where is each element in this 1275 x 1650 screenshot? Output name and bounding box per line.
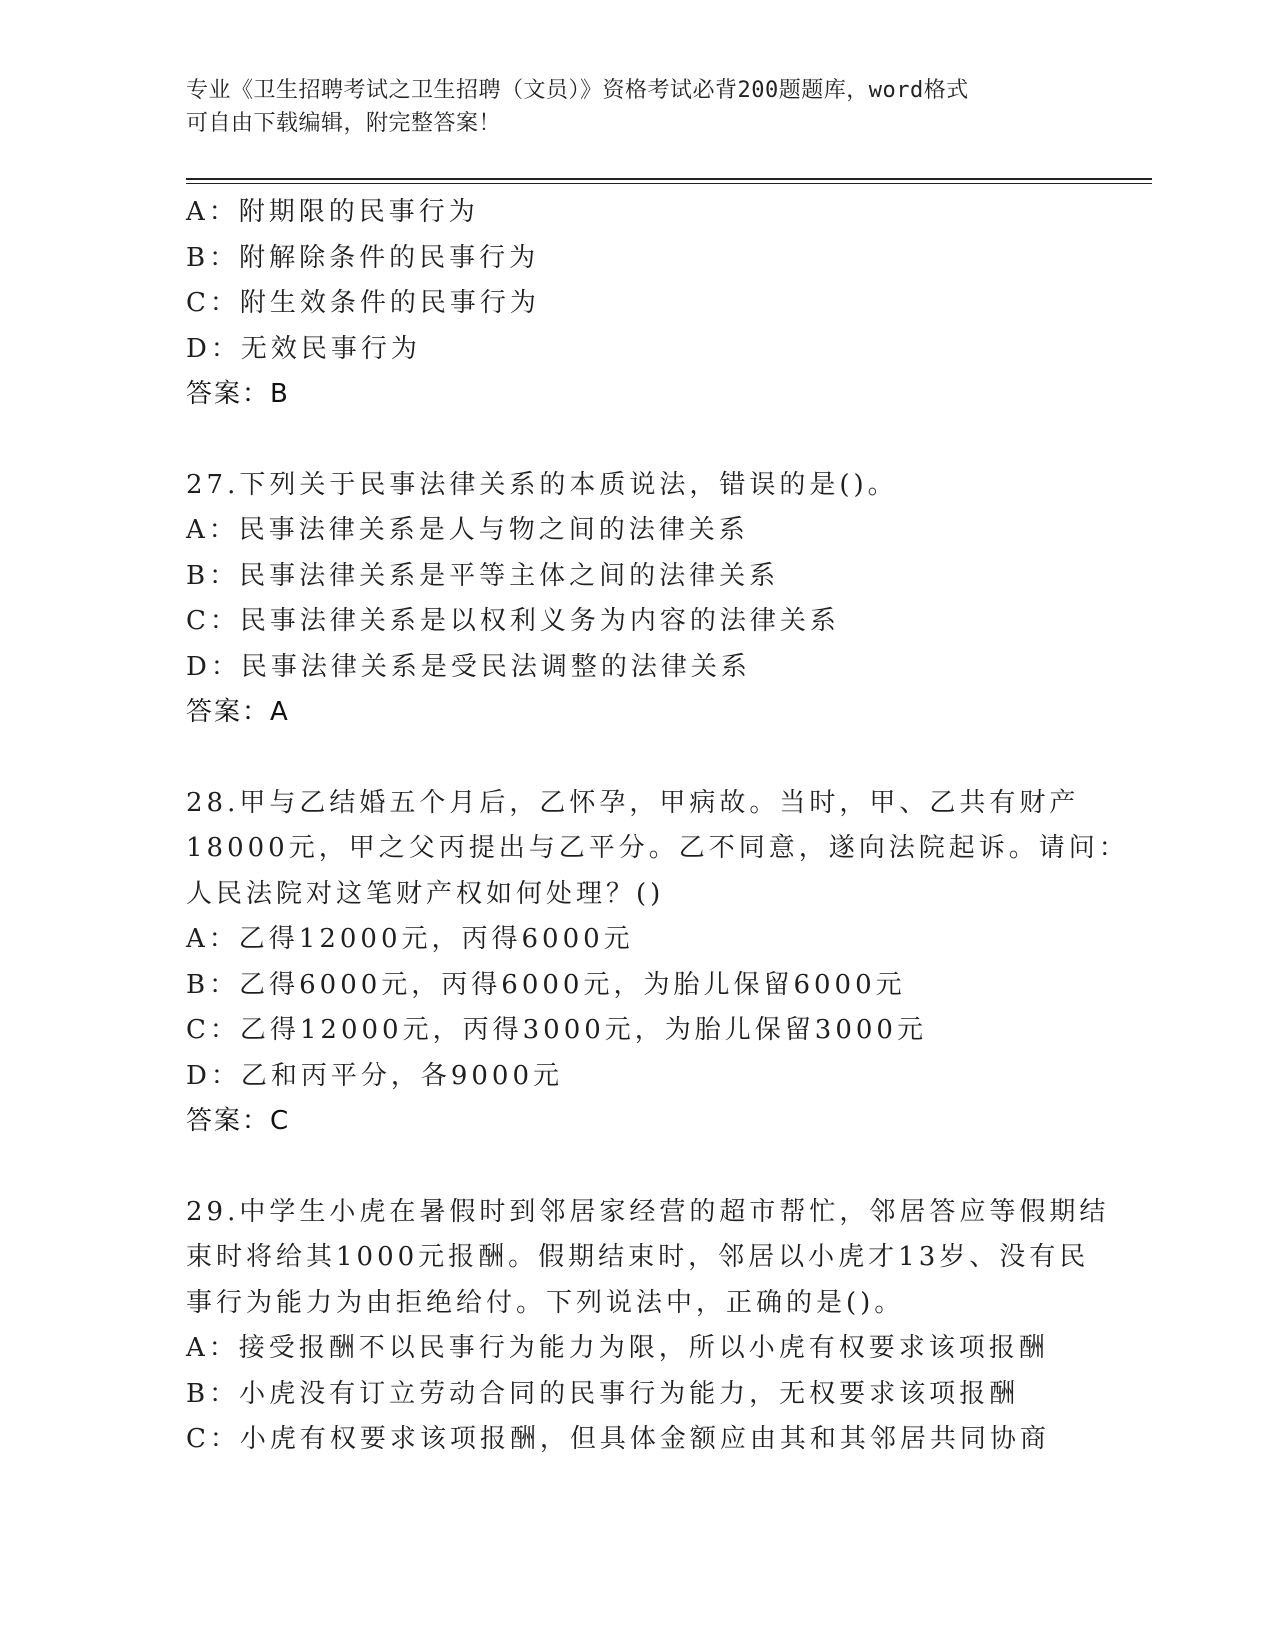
header-line-2: 可自由下载编辑，附完整答案！: [186, 111, 502, 136]
option-d: D：乙和丙平分，各9000元: [186, 1060, 564, 1091]
answer-label: 答案：A: [186, 697, 290, 727]
header-divider-thin: [186, 183, 1152, 184]
question-list: [186, 190, 1129, 1463]
option-d: D：民事法律关系是受民法调整的法律关系: [186, 651, 751, 682]
option-c: C：附生效条件的民事行为: [186, 288, 540, 318]
option-c: C：民事法律关系是以权利义务为内容的法律关系: [186, 606, 840, 636]
option-b: B：小虎没有订立劳动合同的民事行为能力，无权要求该项报酬: [186, 1378, 1020, 1409]
question-title-line-1: 29.中学生小虎在暑假时到邻居家经营的超市帮忙，邻居答应等假期结: [186, 1196, 1110, 1227]
header-divider-thick: [186, 178, 1152, 180]
question-title-line-1: 28.甲与乙结婚五个月后，乙怀孕，甲病故。当时，甲、乙共有财产: [186, 787, 1080, 818]
question-28: [186, 781, 1129, 1145]
question-title-line-2: 束时将给其1000元报酬。假期结束时，邻居以小虎才13岁、没有民: [186, 1242, 1090, 1272]
header-line-1: 专业《卫生招聘考试之卫生招聘（文员）》资格考试必背200题题库，word格式: [186, 78, 969, 103]
option-a: A：乙得12000元，丙得6000元: [186, 924, 634, 954]
document-header: [186, 74, 1086, 140]
answer-label: 答案：C: [186, 1106, 291, 1136]
spacer: [186, 418, 1116, 463]
option-b: B：乙得6000元，丙得6000元，为胎儿保留6000元: [186, 969, 906, 1000]
option-d: D：无效民事行为: [186, 333, 421, 364]
spacer: [186, 736, 1116, 781]
question-title-line-3: 人民法院对这笔财产权如何处理？(): [186, 878, 665, 909]
option-a: A：民事法律关系是人与物之间的法律关系: [186, 515, 749, 545]
option-c: C：小虎有权要求该项报酬，但具体金额应由其和其邻居共同协商: [186, 1424, 1050, 1454]
option-b: B：附解除条件的民事行为: [186, 242, 540, 273]
question-29: [186, 1190, 1116, 1463]
question-title-line-3: 事行为能力为由拒绝给付。下列说法中，正确的是()。: [186, 1287, 905, 1318]
answer-label: 答案：B: [186, 379, 290, 409]
spacer: [186, 1145, 1116, 1190]
question-26: [186, 190, 1116, 418]
question-27: [186, 463, 1116, 736]
option-a: A：接受报酬不以民事行为能力为限，所以小虎有权要求该项报酬: [186, 1333, 1049, 1363]
question-title-line-2: 18000元，甲之父丙提出与乙平分。乙不同意，遂向法院起诉。请问：: [186, 833, 1129, 863]
option-b: B：民事法律关系是平等主体之间的法律关系: [186, 560, 780, 591]
option-c: C：乙得12000元，丙得3000元，为胎儿保留3000元: [186, 1015, 927, 1045]
question-title: 27.下列关于民事法律关系的本质说法，错误的是()。: [186, 469, 898, 500]
option-a: A：附期限的民事行为: [186, 197, 479, 227]
